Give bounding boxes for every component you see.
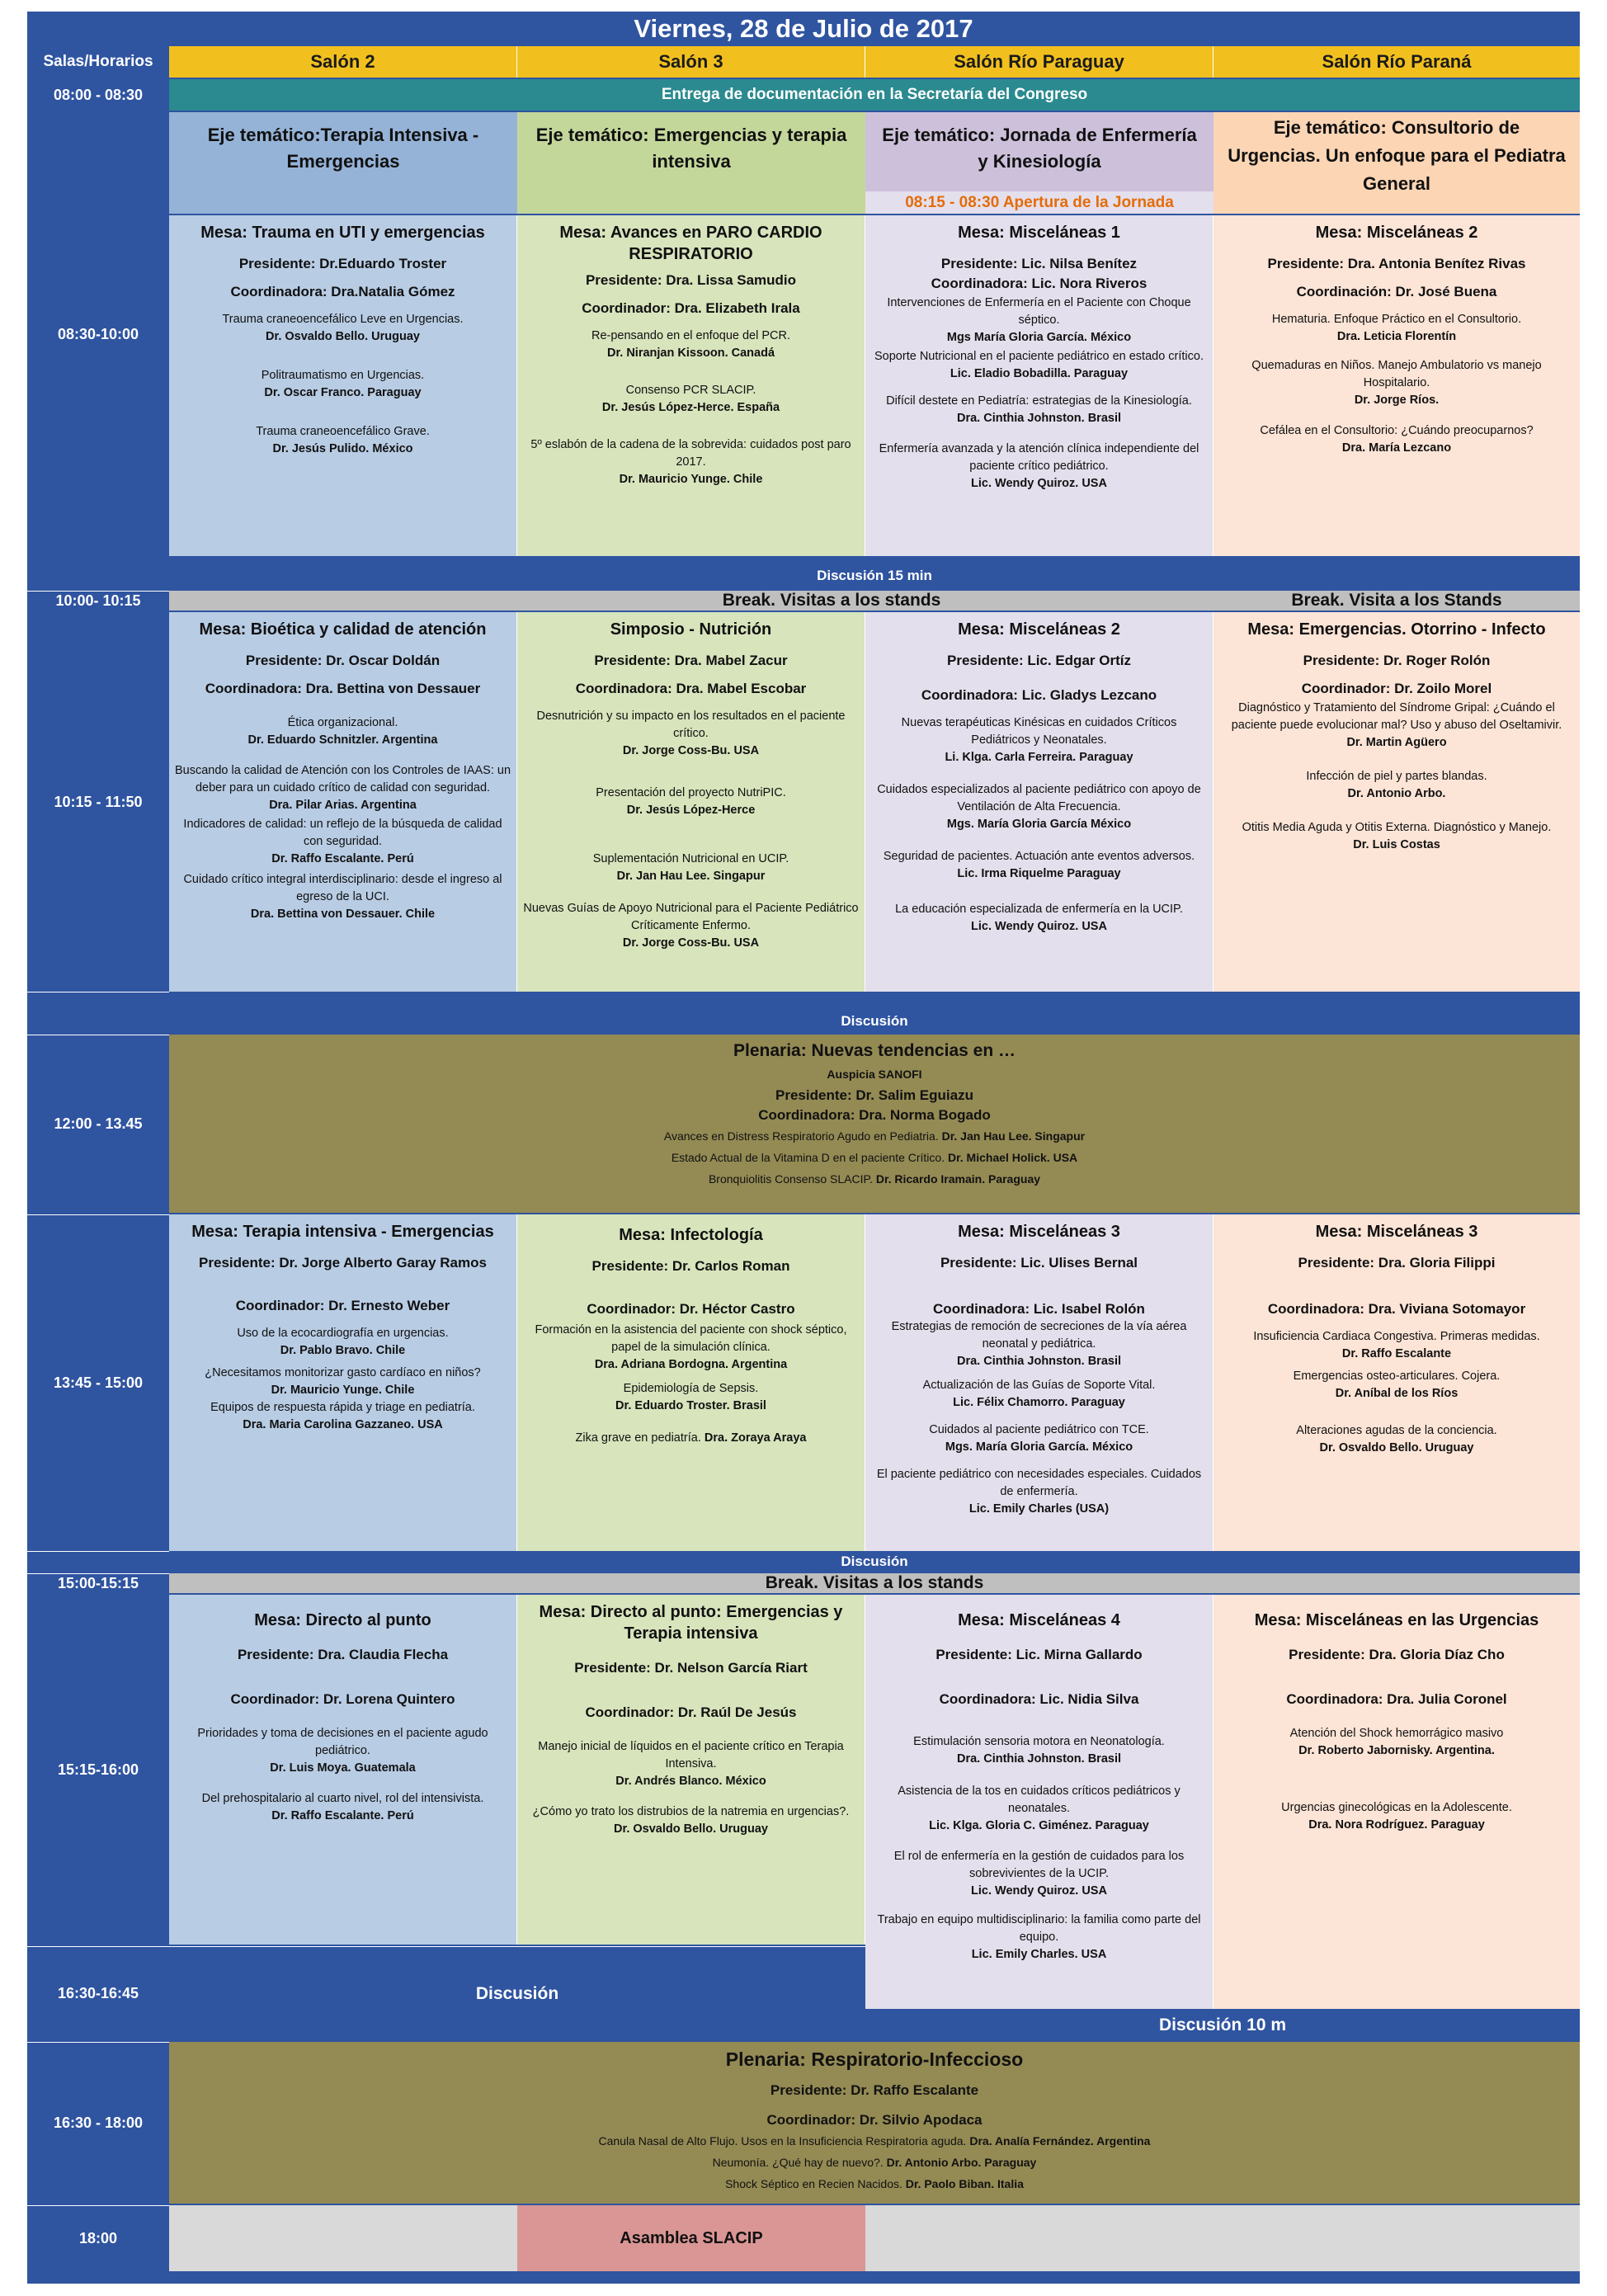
plenaria-presidente: Presidente: Dr. Raffo Escalante <box>770 2082 979 2098</box>
talk <box>870 1848 1208 1900</box>
coordinador: Coordinador: Dr. Zoilo Morel <box>1301 681 1492 696</box>
talk-speaker: Dr. Eduardo Troster. Brasil <box>615 1399 766 1412</box>
talk <box>870 1377 1208 1412</box>
block4-rio-paraguay <box>865 1595 1213 2009</box>
talk-speaker: Dr. Raffo Escalante. Perú <box>271 1809 414 1822</box>
presidente: Presidente: Dra. Gloria Filippi <box>1298 1255 1496 1271</box>
block3-salon-2 <box>169 1214 517 1551</box>
talk <box>174 816 511 868</box>
talk-title: El rol de enfermería en la gestión de cuidados para los sobrevivientes de la UCIP. <box>893 1850 1185 1880</box>
talk-title: Zika grave en pediatría. <box>575 1431 701 1445</box>
talk-title: Estimulación sensoria motora en Neonatología. <box>913 1735 1165 1748</box>
block4-rio-parana <box>1213 1595 1580 2009</box>
plenaria-title: Plenaria: Respiratorio-Infeccioso <box>725 2048 1024 2070</box>
talk <box>174 1365 511 1399</box>
talk-title: Trabajo en equipo multidisciplinario: la familia como parte del equipo. <box>877 1913 1201 1944</box>
talk-title: Desnutrición y su impacto en los resultados en el paciente crítico. <box>536 710 846 740</box>
coordinadora: Coordinadora: Dra. Mabel Escobar <box>575 681 807 696</box>
talk-speaker: Dr. Michael Holick. USA <box>947 1151 1078 1164</box>
talk-speaker: Dra. María Lezcano <box>1341 441 1452 455</box>
mesa-title: Mesa: Bioética y calidad de atención <box>199 620 487 639</box>
time-1500: 15:00-15:15 <box>27 1573 169 1593</box>
talk-title: Nuevas Guías de Apoyo Nutricional para el Paciente Pediátrico Críticamente Enfermo. <box>523 902 859 932</box>
talk <box>174 423 511 458</box>
talk-speaker: Dra. Nora Rodríguez. Paraguay <box>1308 1818 1485 1832</box>
talk-speaker: Dr. Aníbal de los Ríos <box>1335 1387 1459 1400</box>
mesa-title: Mesa: Trauma en UTI y emergencias <box>200 224 485 242</box>
eje-tematico-rio-parana <box>1213 112 1580 214</box>
talk-title: Prioridades y toma de decisiones en el paciente agudo pediátrico. <box>197 1727 488 1757</box>
presidente: Presidente: Lic. Nilsa Benítez <box>940 256 1138 271</box>
coordinadora: Coordinadora: Dra. Viviana Sotomayor <box>1267 1301 1526 1317</box>
talk <box>522 436 860 488</box>
talk <box>1218 819 1575 854</box>
header-salon-2: Salón 2 <box>169 46 517 78</box>
mesa-title: Simposio - Nutrición <box>610 620 772 639</box>
talk-speaker: Lic. Emily Charles (USA) <box>968 1502 1110 1516</box>
presidente: Presidente: Dra. Lissa Samudio <box>585 272 797 288</box>
talk-title: Shock Séptico en Recien Nacidos. <box>725 2177 902 2190</box>
time-0800: 08:00 - 08:30 <box>53 86 144 103</box>
break-visitas-stands-2: Break. Visitas a los stands <box>169 1573 1580 1593</box>
block2-salon-2 <box>169 612 517 992</box>
talk-speaker: Lic. Wendy Quiroz. USA <box>971 920 1107 933</box>
talk-title: Del prehospitalario al cuarto nivel, rol del intensivista. <box>201 1792 484 1805</box>
talk-title: Soporte Nutricional en el paciente pediátrico en estado crítico. <box>874 350 1204 363</box>
plenaria-coordinadora: Coordinadora: Dra. Norma Bogado <box>758 1107 991 1123</box>
talk <box>1218 1799 1575 1834</box>
plenaria-talk <box>169 2152 1580 2173</box>
apertura-text: 08:15 - 08:30 Apertura de la Jornada <box>905 194 1174 211</box>
talk-title: Enfermería avanzada y la atención clínica independiente del paciente crítico pediátrico. <box>879 442 1199 473</box>
talk-title: Urgencias ginecológicas en la Adolescente. <box>1281 1801 1512 1814</box>
mesa-title: Mesa: Misceláneas en las Urgencias <box>1254 1611 1539 1629</box>
talk <box>1218 357 1575 409</box>
header-salon-rio-paraguay: Salón Río Paraguay <box>865 46 1213 78</box>
talk-title: Epidemiología de Sepsis. <box>623 1382 759 1395</box>
coordinadora: Coordinadora: Dra.Natalia Gómez <box>230 284 455 299</box>
mesa-title: Mesa: Misceláneas 3 <box>958 1223 1120 1241</box>
mesa-title: Mesa: Emergencias. Otorrino - Infecto <box>1247 620 1546 639</box>
coordinadora: Coordinadora: Lic. Nidia Silva <box>939 1691 1139 1707</box>
break-visitas-stands: Break. Visitas a los stands <box>169 591 1213 611</box>
talk <box>522 328 860 362</box>
talk-speaker: Lic. Klga. Gloria C. Giménez. Paraguay <box>929 1819 1149 1832</box>
talk-speaker: Dr. Jan Hau Lee. Singapur <box>941 1129 1086 1143</box>
coordinador: Coordinador: Dr. Héctor Castro <box>587 1301 795 1317</box>
talk <box>174 714 511 749</box>
talk <box>174 1725 511 1777</box>
talk-title: Formación en la asistencia del paciente con shock séptico, papel de la simulación clínica. <box>535 1323 847 1354</box>
discusion-left: Discusión <box>169 1946 865 2040</box>
presidente: Presidente: Dr. Carlos Roman <box>591 1258 790 1274</box>
plenaria-talk <box>169 1147 1580 1168</box>
talk-speaker: Dr. Ricardo Iramain. Paraguay <box>875 1172 1041 1186</box>
eje-tematico-salon-2 <box>169 112 517 214</box>
coordinadora: Coordinadora: Dra. Julia Coronel <box>1286 1691 1507 1707</box>
talk-speaker: Dr. Osvaldo Bello. Uruguay <box>614 1822 768 1836</box>
block1-salon-3 <box>517 215 865 556</box>
talk-speaker: Lic. Irma Riquelme Paraguay <box>957 867 1121 880</box>
talk-speaker: Lic. Emily Charles. USA <box>971 1948 1107 1961</box>
talk-title: Seguridad de pacientes. Actuación ante eventos adversos. <box>883 850 1195 863</box>
talk-title: Politraumatismo en Urgencias. <box>261 369 425 382</box>
talk <box>870 1912 1208 1964</box>
talk-title: Bronquiolitis Consenso SLACIP. <box>708 1172 873 1186</box>
break-visita-stands-right: Break. Visita a los Stands <box>1213 591 1580 611</box>
talk-speaker: Dra. Pilar Arias. Argentina <box>269 799 417 812</box>
talk <box>870 714 1208 766</box>
talk-speaker: Dr. Jorge Coss-Bu. USA <box>622 744 760 757</box>
time-1000: 10:00- 10:15 <box>27 591 169 611</box>
talk-title: Quemaduras en Niños. Manejo Ambulatorio vs manejo Hospitalario. <box>1251 359 1542 389</box>
coordinadora: Coordinadora: Dra. Bettina von Dessauer <box>205 681 481 696</box>
talk-speaker: Dra. Leticia Florentín <box>1336 330 1457 343</box>
talk <box>1218 1725 1575 1760</box>
mesa-title: Mesa: Directo al punto <box>254 1611 431 1629</box>
time-1345: 13:45 - 15:00 <box>27 1214 169 1551</box>
presidente: Presidente: Lic. Ulises Bernal <box>940 1255 1138 1271</box>
talk-title: Atención del Shock hemorrágico masivo <box>1289 1727 1504 1740</box>
talk-speaker: Li. Klga. Carla Ferreira. Paraguay <box>945 751 1133 764</box>
talk <box>522 900 860 952</box>
talk-title: Insuficiencia Cardiaca Congestiva. Primeras medidas. <box>1253 1330 1540 1343</box>
talk <box>870 1421 1208 1456</box>
time-1515: 15:15-16:00 <box>57 1761 139 1778</box>
talk-speaker: Dr. Raffo Escalante. Perú <box>271 852 414 865</box>
page-title: Viernes, 28 de Julio de 2017 <box>634 14 973 43</box>
talk <box>1218 1328 1575 1363</box>
time-blank-2 <box>27 1551 169 1572</box>
talk-speaker: Dr. Raffo Escalante <box>1341 1347 1452 1360</box>
talk-title: Intervenciones de Enfermería en el Paciente con Choque séptico. <box>887 296 1191 327</box>
talk <box>870 441 1208 493</box>
talk-speaker: Dr. Antonio Arbo. <box>1347 787 1446 800</box>
talk-title: Actualización de las Guías de Soporte Vital. <box>922 1379 1156 1392</box>
talk-speaker: Dr. Luis Moya. Guatemala <box>270 1761 416 1775</box>
block1-rio-paraguay <box>865 215 1213 556</box>
talk-title: La educación especializada de enfermería en la UCIP. <box>895 903 1183 916</box>
talk-speaker: Lic. Félix Chamorro. Paraguay <box>953 1396 1125 1409</box>
coordinador: Coordinador: Dr. Raúl De Jesús <box>585 1704 797 1720</box>
talk-title: Alteraciones agudas de la conciencia. <box>1296 1424 1497 1437</box>
talk <box>522 1803 860 1838</box>
talk-speaker: Dr. Osvaldo Bello. Uruguay <box>266 330 420 343</box>
plenaria-talk <box>169 1125 1580 1147</box>
talk-title: Suplementación Nutricional en UCIP. <box>592 852 789 865</box>
slot-empty-salon-2 <box>169 2205 517 2271</box>
talk-title: Manejo inicial de líquidos en el paciente crítico en Terapia Intensiva. <box>538 1740 844 1770</box>
block3-rio-paraguay <box>865 1214 1213 1551</box>
talk-speaker: Dr. Niranjan Kissoon. Canadá <box>606 347 775 360</box>
talk-speaker: Dra. Analía Fernández. Argentina <box>969 2134 1151 2147</box>
discusion-2: Discusión <box>841 1553 908 1569</box>
coordinador: Coordinador: Dr. Lorena Quintero <box>230 1691 455 1707</box>
talk-title: Cuidados especializados al paciente pediátrico con apoyo de Ventilación de Alta Frecuencia. <box>877 783 1201 813</box>
block4-salon-2 <box>169 1595 517 1945</box>
talk-speaker: Dr. Pablo Bravo. Chile <box>280 1344 406 1357</box>
talk <box>522 785 860 819</box>
talk <box>1218 311 1575 346</box>
talk-speaker: Dra. Cinthia Johnston. Brasil <box>957 1752 1121 1766</box>
talk-title: El paciente pediátrico con necesidades especiales. Cuidados de enfermería. <box>876 1468 1202 1498</box>
presidente: Presidente: Dra. Mabel Zacur <box>594 653 788 668</box>
talk <box>870 1783 1208 1835</box>
coordinador: Coordinador: Dr. Ernesto Weber <box>235 1298 450 1313</box>
talk-title: Ética organizacional. <box>287 716 398 729</box>
talk-speaker: Dr. Jesús López-Herce. España <box>601 401 780 414</box>
eje-title: Eje temático:Terapia Intensiva - Emergencias <box>207 125 479 172</box>
mesa-title: Mesa: Avances en PARO CARDIO RESPIRATORIO <box>559 224 822 263</box>
talk <box>522 1322 860 1374</box>
eje-title: Eje temático: Jornada de Enfermería y Kinesiología <box>882 125 1197 172</box>
talk <box>174 871 511 923</box>
mesa-title: Mesa: Terapia intensiva - Emergencias <box>191 1223 494 1241</box>
talk-title: Estrategias de remoción de secreciones de la vía aérea neonatal y pediátrica. <box>891 1320 1187 1351</box>
talk-speaker: Mgs. María Gloria García México <box>946 818 1132 831</box>
talk-title: Hematuria. Enfoque Práctico en el Consultorio. <box>1271 313 1522 326</box>
block3-rio-parana <box>1213 1214 1580 1551</box>
coordinadora: Coordinadora: Lic. Isabel Rolón <box>933 1301 1145 1317</box>
entrega-documentacion: Entrega de documentación en la Secretaría del Congreso <box>169 79 1580 111</box>
talk-speaker: Dr. Eduardo Schnitzler. Argentina <box>247 733 438 747</box>
talk-speaker: Lic. Wendy Quiroz. USA <box>971 1884 1107 1898</box>
talk-title: ¿Necesitamos monitorizar gasto cardíaco en niños? <box>205 1366 481 1379</box>
block1-rio-parana <box>1213 215 1580 556</box>
talk-speaker: Lic. Wendy Quiroz. USA <box>971 477 1107 490</box>
plenaria-title: Plenaria: Nuevas tendencias en … <box>733 1041 1016 1060</box>
talk-speaker: Mgs María Gloria García. México <box>946 331 1132 344</box>
talk <box>522 851 860 885</box>
talk-title: Avances en Distress Respiratorio Agudo en Pediatria. <box>663 1129 939 1143</box>
talk <box>522 1738 860 1790</box>
block1-salon-2 <box>169 215 517 556</box>
block4-salon-3 <box>517 1595 865 1945</box>
presidente: Presidente: Dr. Oscar Doldán <box>245 653 441 668</box>
talk <box>174 1325 511 1360</box>
presidente: Presidente: Dr. Jorge Alberto Garay Ramos <box>199 1255 487 1271</box>
talk <box>522 708 860 760</box>
talk-speaker: Dra. Cinthia Johnston. Brasil <box>957 412 1121 425</box>
talk-speaker: Dra. Zoraya Araya <box>704 1431 807 1445</box>
coordinacion: Coordinación: Dr. José Buena <box>1296 284 1497 299</box>
plenaria-talk <box>169 2130 1580 2152</box>
coordinador: Coordinador: Dra. Elizabeth Irala <box>582 300 800 316</box>
time-1800: 18:00 <box>27 2205 169 2271</box>
presidente: Presidente: Dr.Eduardo Troster <box>238 256 447 271</box>
mesa-title: Mesa: Misceláneas 2 <box>958 620 1120 639</box>
talk-speaker: Dra. Maria Carolina Gazzaneo. USA <box>243 1418 443 1431</box>
talk-title: Estado Actual de la Vitamina D en el paciente Crítico. <box>671 1151 945 1164</box>
talk <box>870 901 1208 936</box>
time-1015: 10:15 - 11:50 <box>54 793 143 810</box>
talk <box>870 1318 1208 1370</box>
mesa-title: Mesa: Misceláneas 2 <box>1315 224 1478 242</box>
plenaria-presidente: Presidente: Dr. Salim Eguiazu <box>775 1087 973 1103</box>
coordinadora: Coordinadora: Lic. Gladys Lezcano <box>921 687 1157 703</box>
talk-title: Uso de la ecocardiografía en urgencias. <box>237 1327 449 1340</box>
talk <box>174 762 511 814</box>
mesa-title: Mesa: Misceláneas 4 <box>958 1611 1120 1629</box>
mesa-title: Mesa: Directo al punto: Emergencias y Terapia intensiva <box>539 1603 843 1643</box>
talk-speaker: Dr. Oscar Franco. Paraguay <box>264 386 422 399</box>
talk-speaker: Dr. Jesús López-Herce <box>626 804 756 817</box>
talk-speaker: Dr. Paolo Biban. Italia <box>905 2177 1024 2190</box>
talk-title: Difícil destete en Pediatría: estrategias de la Kinesiología. <box>886 394 1192 408</box>
talk-speaker: Dr. Jan Hau Lee. Singapur <box>616 870 766 883</box>
talk-speaker: Dr. Luis Costas <box>1353 838 1440 851</box>
talk-speaker: Dr. Andrés Blanco. México <box>615 1775 766 1788</box>
presidente: Presidente: Dr. Roger Rolón <box>1303 653 1491 668</box>
talk-title: Re-pensando en el enfoque del PCR. <box>591 329 791 342</box>
plenaria-coordinador: Coordinador: Dr. Silvio Apodaca <box>766 2112 983 2128</box>
block2-rio-paraguay <box>865 612 1213 992</box>
time-blank <box>27 992 169 1033</box>
talk <box>1218 768 1575 803</box>
talk-speaker: Dr. Mauricio Yunge. Chile <box>271 1384 415 1397</box>
asamblea-slacip: Asamblea SLACIP <box>517 2205 865 2271</box>
eje-tematico-salon-3 <box>517 112 865 214</box>
talk <box>870 393 1208 427</box>
talk-title: Emergencias osteo-articulares. Cojera. <box>1293 1370 1501 1383</box>
presidente: Presidente: Dra. Gloria Díaz Cho <box>1289 1647 1505 1662</box>
talk <box>870 348 1208 383</box>
talk-speaker: Dra. Bettina von Dessauer. Chile <box>250 908 436 921</box>
talk <box>174 367 511 402</box>
talk-speaker: Dr. Roberto Jabornisky. Argentina. <box>1298 1744 1495 1757</box>
talk-title: Canula Nasal de Alto Flujo. Usos en la Insuficiencia Respiratoria aguda. <box>598 2134 967 2147</box>
talk-speaker: Dr. Jorge Ríos. <box>1354 394 1440 407</box>
coordinadora: Coordinadora: Lic. Nora Riveros <box>931 276 1148 291</box>
schedule-page <box>27 12 1580 2284</box>
block3-salon-3 <box>517 1214 865 1551</box>
talk-title: Consenso PCR SLACIP. <box>625 384 756 397</box>
time-0830: 08:30-10:00 <box>57 325 139 342</box>
talk <box>522 1430 860 1447</box>
talk-title: Equipos de respuesta rápida y triage en pediatría. <box>210 1401 475 1414</box>
talk <box>1218 422 1575 457</box>
talk <box>870 1466 1208 1518</box>
eje-title: Eje temático: Emergencias y terapia intensiva <box>535 125 847 172</box>
eje-title: Eje temático: Consultorio de Urgencias. Un enfoque para el Pediatra General <box>1228 117 1566 194</box>
mesa-title: Mesa: Misceláneas 3 <box>1315 1223 1478 1241</box>
header-salon-3: Salón 3 <box>517 46 865 78</box>
talk-title: Presentación del proyecto NutriPIC. <box>596 786 786 799</box>
mesa-title: Mesa: Infectología <box>619 1226 763 1244</box>
talk <box>870 848 1208 883</box>
talk-title: Nuevas terapéuticas Kinésicas en cuidados Críticos Pediátricos y Neonatales. <box>901 716 1177 747</box>
talk <box>174 1790 511 1825</box>
talk <box>522 382 860 417</box>
talk <box>870 1733 1208 1768</box>
talk-speaker: Mgs. María Gloria García. México <box>945 1440 1133 1454</box>
talk-title: Indicadores de calidad: un reflejo de la búsqueda de calidad con seguridad. <box>183 818 502 848</box>
presidente: Presidente: Lic. Mirna Gallardo <box>935 1647 1143 1662</box>
apertura-jornada <box>865 191 1213 214</box>
talk-title: Asistencia de la tos en cuidados críticos pediátricos y neonatales. <box>898 1784 1181 1815</box>
discusion-15-min: Discusión 15 min <box>817 568 932 583</box>
mesa-title: Mesa: Misceláneas 1 <box>958 224 1120 242</box>
time-1630-1800: 16:30 - 18:00 <box>27 2042 169 2204</box>
talk-speaker: Dr. Martin Agüero <box>1346 736 1447 749</box>
plenaria-talk <box>169 1168 1580 1190</box>
talk-title: Infección de piel y partes blandas. <box>1306 770 1487 783</box>
talk-title: Cefálea en el Consultorio: ¿Cuándo preocuparnos? <box>1260 424 1534 437</box>
talk-title: ¿Cómo yo trato los distrubios de la natremia en urgencias?. <box>532 1805 850 1818</box>
header-salon-rio-parana: Salón Río Paraná <box>1213 46 1580 78</box>
talk-title: Trauma craneoencefálico Grave. <box>256 425 430 438</box>
talk-title: Cuidado crítico integral interdisciplinario: desde el ingreso al egreso de la UCI. <box>183 873 502 903</box>
time-1630: 16:30-16:45 <box>27 1946 169 2040</box>
talk-speaker: Dra. Cinthia Johnston. Brasil <box>957 1355 1121 1368</box>
block2-rio-parana <box>1213 612 1580 992</box>
talk-title: Neumonía. ¿Qué hay de nuevo?. <box>712 2156 884 2169</box>
talk <box>1218 1422 1575 1457</box>
talk-speaker: Dr. Jorge Coss-Bu. USA <box>622 936 760 950</box>
block2-salon-3 <box>517 612 865 992</box>
talk-title: Diagnóstico y Tratamiento del Síndrome Gripal: ¿Cuándo el paciente puede evolucionar mal? Uso y abuso del Oseltamivir. <box>1231 701 1562 732</box>
talk-title: Trauma craneoencefálico Leve en Urgencias. <box>222 313 464 326</box>
presidente: Presidente: Dr. Nelson García Riart <box>574 1660 808 1676</box>
talk <box>870 781 1208 833</box>
talk-speaker: Dra. Adriana Bordogna. Argentina <box>594 1358 788 1371</box>
talk <box>1218 1368 1575 1403</box>
talk <box>522 1380 860 1415</box>
plenaria-respiratorio-infeccioso <box>169 2042 1580 2204</box>
presidente: Presidente: Dra. Claudia Flecha <box>237 1647 449 1662</box>
plenaria-talk <box>169 2173 1580 2195</box>
plenaria-auspicia: Auspicia SANOFI <box>827 1068 922 1081</box>
talk-speaker: Lic. Eladio Bobadilla. Paraguay <box>950 367 1129 380</box>
talk-title: 5º eslabón de la cadena de la sobrevida: cuidados post paro 2017. <box>530 438 851 469</box>
discusion-1: Discusión <box>841 1013 908 1029</box>
discusion-10-min: Discusión 10 m <box>1158 2015 1287 2034</box>
plenaria-nuevas-tendencias <box>169 1035 1580 1213</box>
presidente: Presidente: Dra. Antonia Benítez Rivas <box>1267 256 1526 271</box>
talk-speaker: Dr. Antonio Arbo. Paraguay <box>886 2156 1037 2169</box>
talk <box>870 295 1208 347</box>
talk <box>174 1399 511 1434</box>
slot-empty-rio <box>865 2205 1580 2271</box>
talk-speaker: Dr. Osvaldo Bello. Uruguay <box>1319 1441 1474 1454</box>
time-1200: 12:00 - 13.45 <box>27 1035 169 1213</box>
talk-title: Otitis Media Aguda y Otitis Externa. Diagnóstico y Manejo. <box>1242 821 1552 834</box>
talk-speaker: Dr. Mauricio Yunge. Chile <box>619 473 763 486</box>
header-salas-horarios: Salas/Horarios <box>27 46 169 78</box>
talk-title: Cuidados al paciente pediátrico con TCE. <box>929 1423 1149 1436</box>
talk-speaker: Dr. Jesús Pulido. México <box>272 442 413 455</box>
eje-tematico-rio-paraguay <box>865 112 1213 191</box>
presidente: Presidente: Lic. Edgar Ortíz <box>947 653 1131 668</box>
talk-title: Buscando la calidad de Atención con los Controles de IAAS: un deber para un cuidado crítico de calidad con seguridad. <box>174 764 511 794</box>
talk <box>1218 700 1575 752</box>
talk <box>174 311 511 346</box>
